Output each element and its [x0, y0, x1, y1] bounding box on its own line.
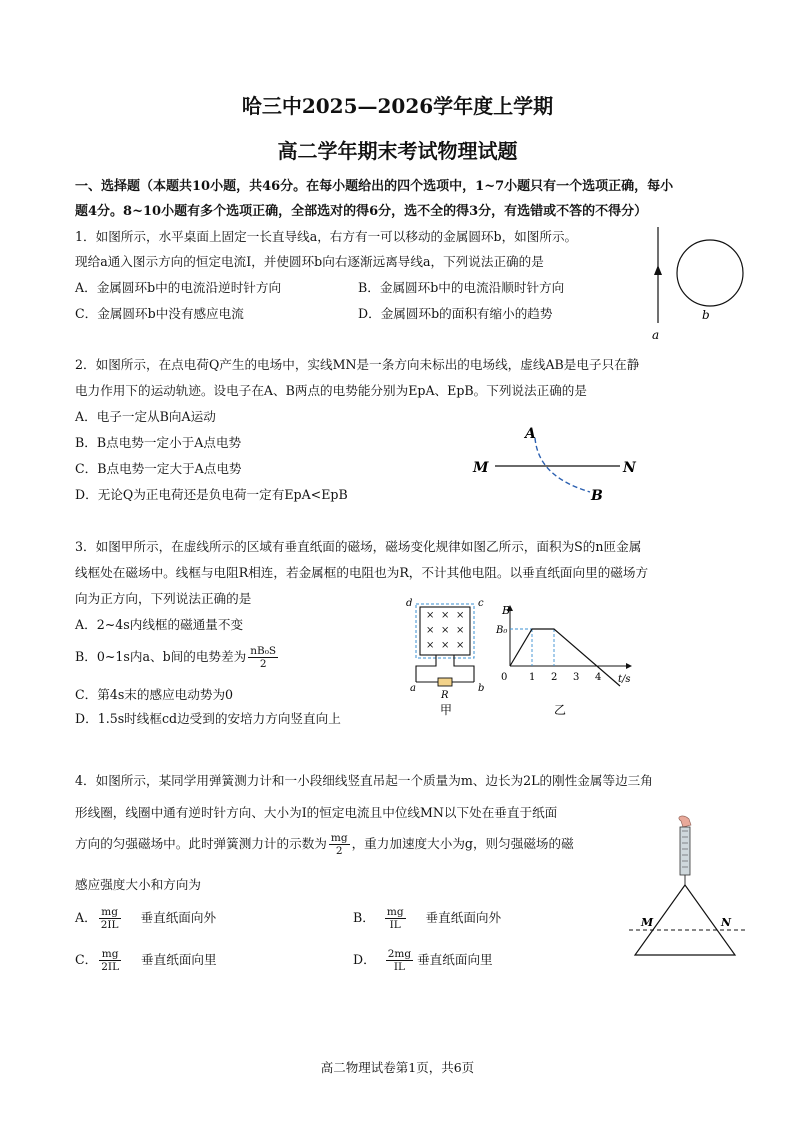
- q4-stem-line4: 感应强度大小和方向为: [75, 877, 201, 892]
- q2-option-d: D．无论Q为正电荷还是负电荷一定有EpA<EpB: [75, 487, 348, 502]
- tick-1: 1: [529, 672, 536, 683]
- q2-stem-line2: 电力作用下的运动轨迹。设电子在A、B两点的电势能分别为EpA、EpB。下列说法正确的是: [75, 383, 587, 398]
- b0-label: B₀: [496, 625, 508, 636]
- option-text: 垂直纸面向里: [417, 952, 493, 967]
- q4-option-c: [75, 948, 217, 973]
- fraction-numerator: mg: [99, 948, 121, 961]
- fraction-denominator: 2: [259, 658, 267, 670]
- q3-figure-jia-circuit: [402, 594, 492, 720]
- option-label: B．: [353, 910, 375, 925]
- resistor-r: [438, 678, 452, 686]
- cross-mark: ×: [441, 610, 450, 621]
- option-text: 垂直纸面向里: [141, 952, 217, 967]
- fraction-denominator: 2: [335, 845, 343, 857]
- cross-mark: ×: [456, 640, 465, 651]
- option-text: 垂直纸面向外: [425, 910, 502, 925]
- q3-stem-line1: 3．如图甲所示，在虚线所示的区域有垂直纸面的磁场，磁场变化规律如图乙所示，面积为S的n匝金属: [75, 539, 642, 554]
- option-fraction: [99, 906, 121, 931]
- fraction-numerator: mg: [386, 906, 404, 918]
- cross-mark: ×: [441, 640, 450, 651]
- q3-stem-line2: 线框处在磁场中。线框与电阻R相连，若金属框的电阻也为R，不计其他电阻。以垂直纸面向里的磁场方: [75, 565, 649, 580]
- point-n-label: N: [623, 460, 636, 476]
- q4-line3-text-a: 方向的匀强磁场中。此时弹簧测力计的示数为: [75, 836, 327, 851]
- metal-ring-b: [677, 240, 743, 306]
- q3-option-b: [75, 645, 280, 670]
- q2-option-c: C．B点电势一定大于A点电势: [75, 461, 242, 476]
- point-a-label: A: [525, 426, 536, 442]
- label-a: a: [410, 683, 416, 694]
- q3-figure-yi-graph: [492, 594, 642, 720]
- q1-option-b: B．金属圆环b中的电流沿顺时针方向: [358, 280, 565, 295]
- point-b-label: B: [591, 488, 603, 504]
- option-label: C．: [75, 952, 98, 967]
- q3-stem-line3: 向为正方向，下列说法正确的是: [75, 591, 252, 606]
- option-label: D．: [353, 952, 376, 967]
- label-c: c: [478, 598, 484, 609]
- q4-figure-triangle-coil: [625, 815, 750, 970]
- q1-stem-line2: 现给a通入图示方向的恒定电流I，并使圆环b向右逐渐远离导线a，下列说法正确的是: [75, 254, 544, 269]
- q3-option-b-fraction: [248, 645, 278, 670]
- page-footer: 高二物理试卷第1页，共6页: [320, 1060, 475, 1075]
- q2-figure-field-line: [465, 420, 655, 510]
- fraction-numerator: 2mg: [387, 948, 412, 960]
- fraction-numerator: nB₀S: [250, 645, 277, 657]
- q1-stem-line1: 1．如图所示，水平桌面上固定一长直导线a，右方有一可以移动的金属圆环b，如图所示。: [75, 229, 578, 244]
- figure-caption-yi: 乙: [554, 703, 567, 717]
- label-b: b: [478, 683, 485, 694]
- q4-reading-fraction: [329, 832, 350, 857]
- y-axis-label: B: [502, 604, 511, 617]
- cross-mark: ×: [426, 640, 435, 651]
- exam-title-subject: 高二学年期末考试物理试题: [277, 139, 518, 163]
- current-arrow-icon: [654, 265, 662, 275]
- q1-option-a: A．金属圆环b中的电流沿逆时针方向: [75, 280, 282, 295]
- trajectory-ab: [535, 438, 590, 492]
- q2-option-b: B．B点电势一定小于A点电势: [75, 435, 242, 450]
- tick-3: 3: [573, 672, 580, 683]
- fraction-denominator: 2IL: [100, 919, 119, 931]
- q4-option-b: [353, 906, 501, 931]
- cross-mark: ×: [456, 625, 465, 636]
- q3-option-d: D．1.5s时线框cd边受到的安培力方向竖直向上: [75, 711, 341, 726]
- label-b: b: [702, 308, 710, 322]
- crosses-group: [426, 610, 464, 651]
- q4-stem-line3: [75, 832, 574, 857]
- q1-option-d: D．金属圆环b的面积有缩小的趋势: [358, 306, 553, 321]
- q1-option-c: C．金属圆环b中没有感应电流: [75, 306, 244, 321]
- t-axis-arrow-icon: [626, 663, 632, 669]
- fraction-denominator: 2IL: [101, 961, 120, 973]
- q1-figure-wire-ring: [640, 225, 750, 345]
- option-text: 垂直纸面向外: [140, 910, 217, 925]
- option-label: A．: [75, 910, 97, 925]
- label-a: a: [652, 328, 660, 342]
- spring-scale-body: [680, 827, 690, 875]
- fraction-denominator: IL: [389, 919, 401, 931]
- q4-option-a: [75, 906, 216, 931]
- exam-title-school: 哈三中2025—2026学年度上学期: [241, 94, 554, 118]
- x-axis-label: t/s: [618, 674, 631, 685]
- cross-mark: ×: [456, 610, 465, 621]
- q4-stem-line1: 4．如图所示，某同学用弹簧测力计和一小段细线竖直吊起一个质量为m、边长为2L的刚性金属等边三角: [75, 773, 653, 788]
- option-fraction: [386, 948, 413, 973]
- label-m: M: [641, 916, 654, 929]
- fraction-denominator: IL: [393, 961, 405, 973]
- q3-option-b-text: B．0~1s内a、b间的电势差为: [75, 649, 247, 664]
- option-fraction: [99, 948, 121, 973]
- cross-mark: ×: [441, 625, 450, 636]
- q3-option-c: C．第4s末的感应电动势为0: [75, 687, 234, 702]
- q4-stem-line2: 形线圈，线圈中通有逆时针方向、大小为I的恒定电流且中位线MN以下处在垂直于纸面: [75, 805, 558, 820]
- option-fraction: [385, 906, 406, 931]
- q2-stem-line1: 2．如图所示，在点电荷Q产生的电场中，实线MN是一条方向未标出的电场线，虚线AB是电子只在静: [75, 357, 640, 372]
- section-header-line2: 题4分。8~10小题有多个选项正确，全部选对的得6分，选不全的得3分，有选错或不答的不得分）: [75, 204, 648, 219]
- tick-2: 2: [551, 672, 558, 683]
- cross-mark: ×: [426, 610, 435, 621]
- q4-option-d: [353, 948, 493, 973]
- b-t-curve: [510, 629, 620, 686]
- fraction-numerator: mg: [330, 832, 348, 844]
- cross-mark: ×: [426, 625, 435, 636]
- fraction-numerator: mg: [99, 906, 121, 919]
- tick-0: 0: [501, 672, 508, 683]
- tick-4: 4: [595, 672, 602, 683]
- q4-line3-text-b: ，重力加速度大小为g，则匀强磁场的磁: [351, 836, 574, 851]
- label-r: R: [441, 690, 449, 701]
- section-header-line1: 一、选择题（本题共10小题，共46分。在每小题给出的四个选项中，1~7小题只有一个选项正确，每小: [75, 179, 674, 194]
- label-d: d: [406, 598, 413, 609]
- q3-option-a: A．2~4s内线框的磁通量不变: [75, 617, 244, 632]
- q2-option-a: A．电子一定从B向A运动: [75, 409, 216, 424]
- label-n: N: [721, 916, 732, 929]
- point-m-label: M: [473, 460, 489, 476]
- hand-icon: [679, 816, 691, 827]
- figure-caption-jia: 甲: [440, 703, 453, 717]
